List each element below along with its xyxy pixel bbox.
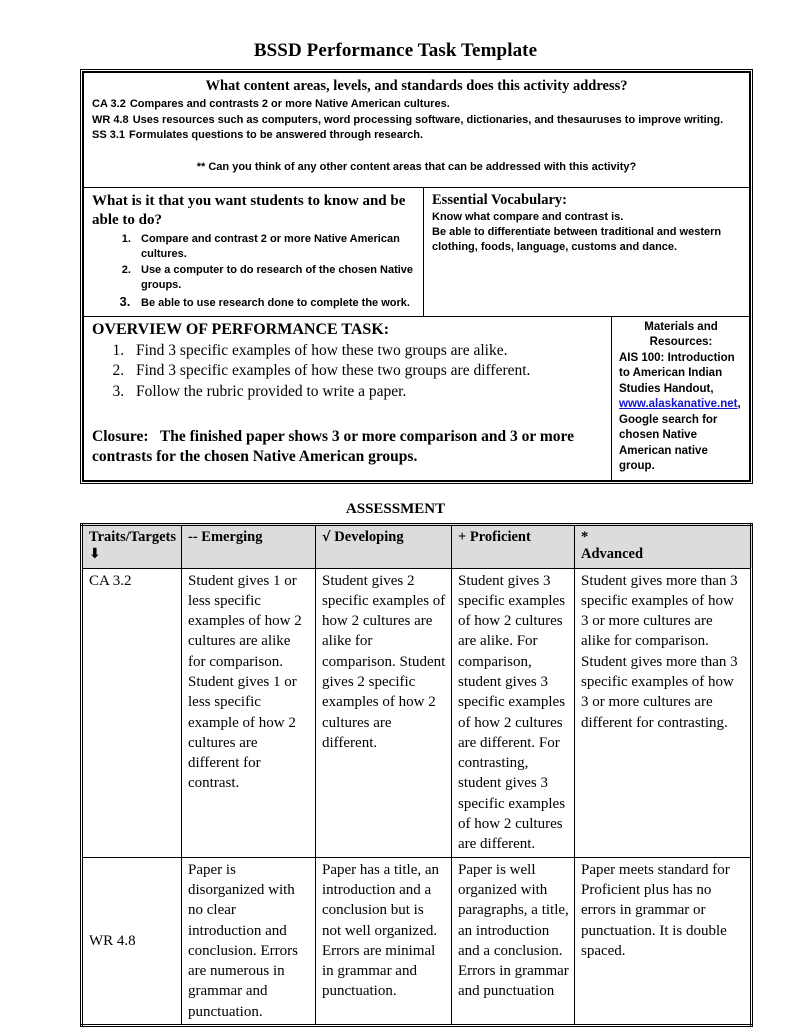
overview-band (84, 317, 749, 480)
cell-proficient: Paper is well organized with paragraphs, a title, an introduction and a conclusion. Errors in grammar and punctuation (452, 857, 575, 1025)
column-header-traits-label: Traits/Targets (89, 529, 176, 545)
standard-row (92, 113, 741, 129)
materials-text-before-link: AIS 100: Introduction to American Indian Studies Handout, (619, 352, 735, 395)
closure-text: The finished paper shows 3 or more comparison and 3 or more contrasts for the chosen Native American groups. (92, 428, 574, 465)
list-item: 1. Find 3 specific examples of how these two groups are alike. (128, 341, 603, 362)
cell-advanced: Paper meets standard for Proficient plus has no errors in grammar or punctuation. It is double spaced. (575, 857, 752, 1025)
column-header-developing-label: Developing (334, 529, 403, 545)
closure-paragraph (92, 427, 603, 467)
materials-text-after-link: , Google search for chosen Native American native group. (619, 398, 741, 472)
cell-developing: Student gives 2 specific examples of how 2 cultures are alike for comparison. Student gives 2 specific examples of how 2 cultures are different. (316, 568, 452, 857)
list-item: 2. Find 3 specific examples of how these two groups are different. (128, 361, 603, 382)
overview-section (84, 317, 612, 480)
standards-note: ** Can you think of any other content areas that can be addressed with this activity? (92, 161, 741, 173)
vocabulary-heading: Essential Vocabulary: (432, 192, 741, 209)
overview-heading: OVERVIEW OF PERFORMANCE TASK: (92, 320, 603, 340)
column-header-advanced (575, 524, 752, 568)
top-bordered-box (80, 69, 753, 484)
top-box-inner-frame (83, 72, 750, 481)
cell-trait: WR 4.8 (82, 857, 182, 1025)
cell-emerging: Paper is disorganized with no clear introduction and conclusion. Errors are numerous in grammar and punctuation. (182, 857, 316, 1025)
page-title: BSSD Performance Task Template (0, 0, 791, 69)
cell-trait: CA 3.2 (82, 568, 182, 857)
list-item: 2. Use a computer to do research of the chosen Native groups. (134, 263, 417, 293)
closure-label: Closure: (92, 428, 149, 445)
vocabulary-line: Be able to differentiate between traditional and western clothing, foods, language, customs and dance. (432, 225, 741, 255)
table-row (82, 568, 752, 857)
assessment-rubric-table (80, 523, 753, 1027)
list-item: 1. Compare and contrast 2 or more Native American cultures. (134, 232, 417, 262)
standard-code: WR 4.8 (92, 114, 129, 126)
down-arrow-icon: ⬇ (89, 546, 101, 562)
materials-title-line2: Resources: (619, 335, 743, 351)
column-header-advanced-line2: Advanced (581, 546, 643, 562)
alaskanative-link[interactable]: www.alaskanative.net (619, 398, 737, 410)
standard-row (92, 128, 741, 144)
cell-emerging: Student gives 1 or less specific examples of how 2 cultures are alike for comparison. Student gives 1 or less specific example of how 2 cultures are different for contrast. (182, 568, 316, 857)
list-item: 3. Follow the rubric provided to write a paper. (128, 382, 603, 403)
know-do-section (84, 188, 424, 316)
standard-text: Compares and contrasts 2 or more Native American cultures. (130, 98, 450, 110)
know-do-list (92, 232, 417, 311)
vocabulary-section (424, 188, 749, 316)
know-do-heading: What is it that you want students to know and be able to do? (92, 192, 417, 230)
column-header-developing (316, 524, 452, 568)
cell-advanced: Student gives more than 3 specific examples of how 3 or more cultures are alike for comparison. Student gives more than 3 specific examples of how 3 or more cultures are different for contrasting. (575, 568, 752, 857)
column-header-proficient: + Proficient (452, 524, 575, 568)
cell-developing: Paper has a title, an introduction and a conclusion but is not well organized. Errors are minimal in grammar and punctuation. (316, 857, 452, 1025)
column-header-traits (82, 524, 182, 568)
column-header-emerging: -- Emerging (182, 524, 316, 568)
standards-heading: What content areas, levels, and standards does this activity address? (92, 78, 741, 95)
standard-row (92, 97, 741, 113)
standard-code: SS 3.1 (92, 129, 125, 141)
table-row (82, 857, 752, 1025)
standard-code: CA 3.2 (92, 98, 126, 110)
materials-section (612, 317, 749, 480)
know-do-band (84, 188, 749, 317)
column-header-advanced-line1: * (581, 529, 588, 545)
standards-band (84, 73, 749, 188)
materials-body (619, 351, 743, 475)
assessment-title: ASSESSMENT (0, 501, 791, 518)
standard-text: Uses resources such as computers, word processing software, dictionaries, and thesauruses to improve writing. (133, 114, 724, 126)
materials-title-line1: Materials and (619, 320, 743, 336)
check-radical-icon: √ (322, 530, 331, 545)
standards-section (84, 73, 749, 187)
overview-list (92, 341, 603, 403)
cell-proficient: Student gives 3 specific examples of how 2 cultures are alike. For comparison, student gives 3 specific examples of how 2 cultures are different. For contrasting, student gives 3 specific examples of how 2 cultures are different. (452, 568, 575, 857)
list-item: 3. Be able to use research done to complete the work. (134, 294, 417, 311)
standard-text: Formulates questions to be answered through research. (129, 129, 423, 141)
table-header-row (82, 524, 752, 568)
vocabulary-line: Know what compare and contrast is. (432, 210, 741, 225)
